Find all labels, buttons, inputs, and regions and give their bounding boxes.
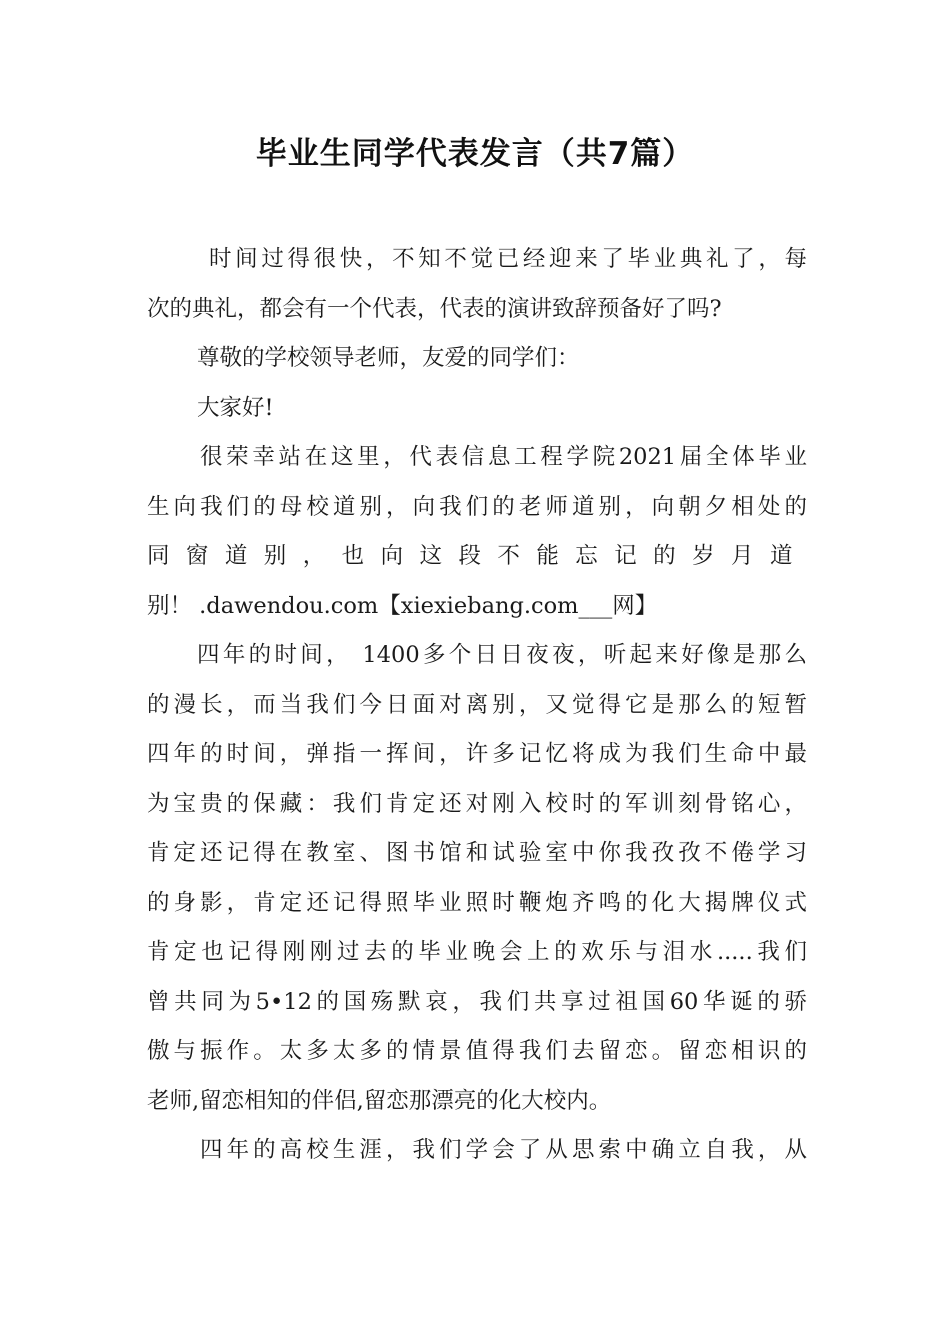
paragraph-line: 曾共同为5•12的国殇默哀，我们共享过祖国60华诞的骄 <box>147 988 807 1015</box>
paragraph-line: 为宝贵的保藏：我们肯定还对刚入校时的军训刻骨铭心， <box>147 790 807 817</box>
paragraph-line: 四年的时间，弹指一挥间，许多记忆将成为我们生命中最 <box>147 741 807 767</box>
paragraph-line: 大家好! <box>197 394 274 421</box>
paragraph-line: 的漫长，而当我们今日面对离别，又觉得它是那么的短暂 <box>147 691 807 718</box>
paragraph-line: 同窗道别，也向这段不能忘记的岁月道 <box>147 543 807 569</box>
paragraph-line: 四年的时间， 1400多个日日夜夜，听起来好像是那么 <box>197 642 807 668</box>
paragraph-line: 生向我们的母校道别，向我们的老师道别，向朝夕相处的 <box>147 493 807 520</box>
paragraph-line: 次的典礼，都会有一个代表，代表的演讲致辞预备好了吗? <box>147 295 722 322</box>
paragraph-line: 别！ .dawendou.com【xiexiebang.com___网】 <box>147 592 658 619</box>
document-body <box>147 235 807 1176</box>
paragraph-line: 肯定还记得在教室、图书馆和试验室中你我孜孜不倦学习 <box>147 840 807 866</box>
document-title: 毕业生同学代表发言（共7篇） <box>255 136 695 172</box>
paragraph-line: 老师,留恋相知的伴侣,留恋那漂亮的化大校内。 <box>147 1087 612 1114</box>
paragraph-line: 肯定也记得刚刚过去的毕业晚会上的欢乐与泪水.....我们 <box>147 939 807 965</box>
paragraph-line: 尊敬的学校领导老师，友爱的同学们： <box>197 345 580 371</box>
paragraph-line: 时间过得很快，不知不觉已经迎来了毕业典礼了，每 <box>209 246 807 272</box>
paragraph-line: 很荣幸站在这里，代表信息工程学院2021届全体毕业 <box>200 444 807 470</box>
paragraph-line: 四年的高校生涯，我们学会了从思索中确立自我，从 <box>200 1137 807 1163</box>
paragraph-line: 傲与振作。太多太多的情景值得我们去留恋。留恋相识的 <box>147 1038 807 1064</box>
paragraph-line: 的身影，肯定还记得照毕业照时鞭炮齐鸣的化大揭牌仪式 <box>147 889 807 916</box>
